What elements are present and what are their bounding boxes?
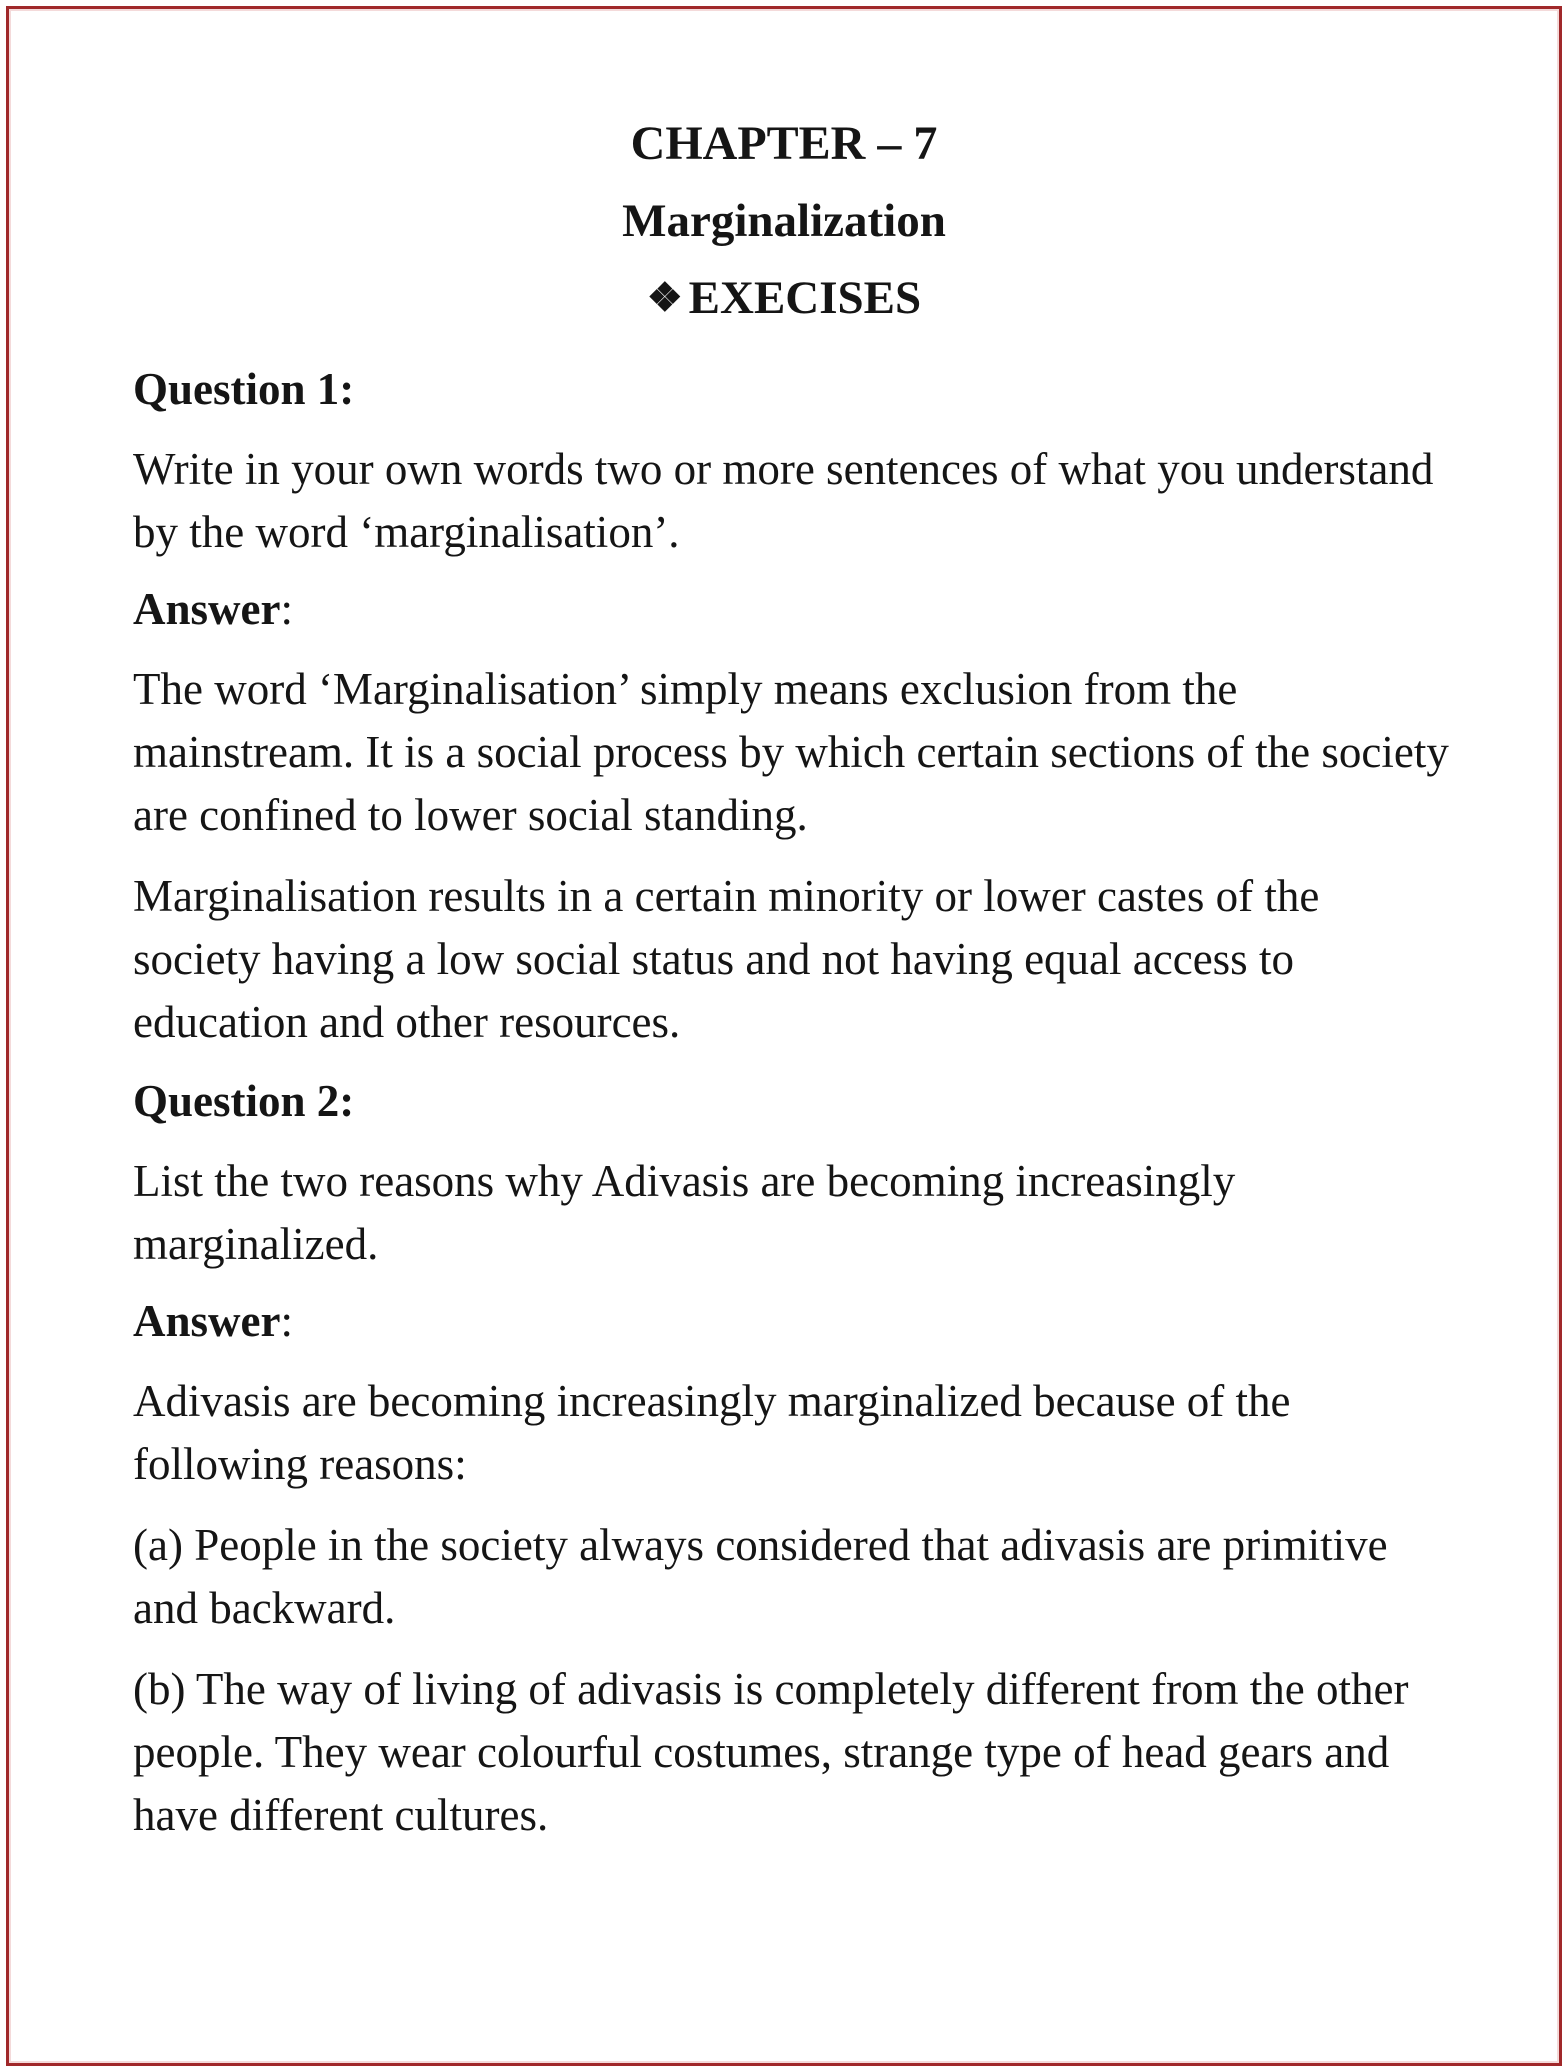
chapter-title: CHAPTER – 7: [630, 117, 938, 170]
question-2-label: Question 2:: [133, 1076, 355, 1126]
four-diamond-bullet-icon: ❖: [646, 275, 683, 320]
answer-label-colon: :: [280, 584, 293, 634]
answer-1-label: [133, 582, 1453, 636]
answer-label-text: Answer: [133, 584, 281, 634]
question-1-text: Write in your own words two or more sentences of what you understand by the word ‘marginalisation’.: [133, 444, 1434, 557]
section-title: [0, 272, 1568, 324]
answer-1-paragraph: Marginalisation results in a certain minority or lower castes of the society having a low social status and not having equal access to education and other resources.: [133, 871, 1320, 1047]
section-title-text: EXECISES: [688, 272, 922, 324]
answer-2-paragraph: (a) People in the society always considered that adivasis are primitive and backward.: [133, 1520, 1388, 1633]
question-2-text: List the two reasons why Adivasis are becoming increasingly marginalized.: [133, 1156, 1236, 1269]
answer-2-label: [133, 1294, 1453, 1348]
answer-2-paragraph: (b) The way of living of adivasis is completely different from the other people. They wear colourful costumes, strange type of head gears and have different cultures.: [133, 1664, 1409, 1840]
answer-label-colon: :: [280, 1296, 293, 1346]
document-page: [133, 117, 1453, 1865]
chapter-subject: Marginalization: [622, 195, 946, 247]
answer-label-text: Answer: [133, 1296, 281, 1346]
answer-2-paragraph: Adivasis are becoming increasingly marginalized because of the following reasons:: [133, 1376, 1291, 1489]
question-1-label: Question 1:: [133, 364, 355, 414]
answer-1-paragraph: The word ‘Marginalisation’ simply means exclusion from the mainstream. It is a social process by which certain sections of the society are confined to lower social standing.: [133, 664, 1449, 840]
